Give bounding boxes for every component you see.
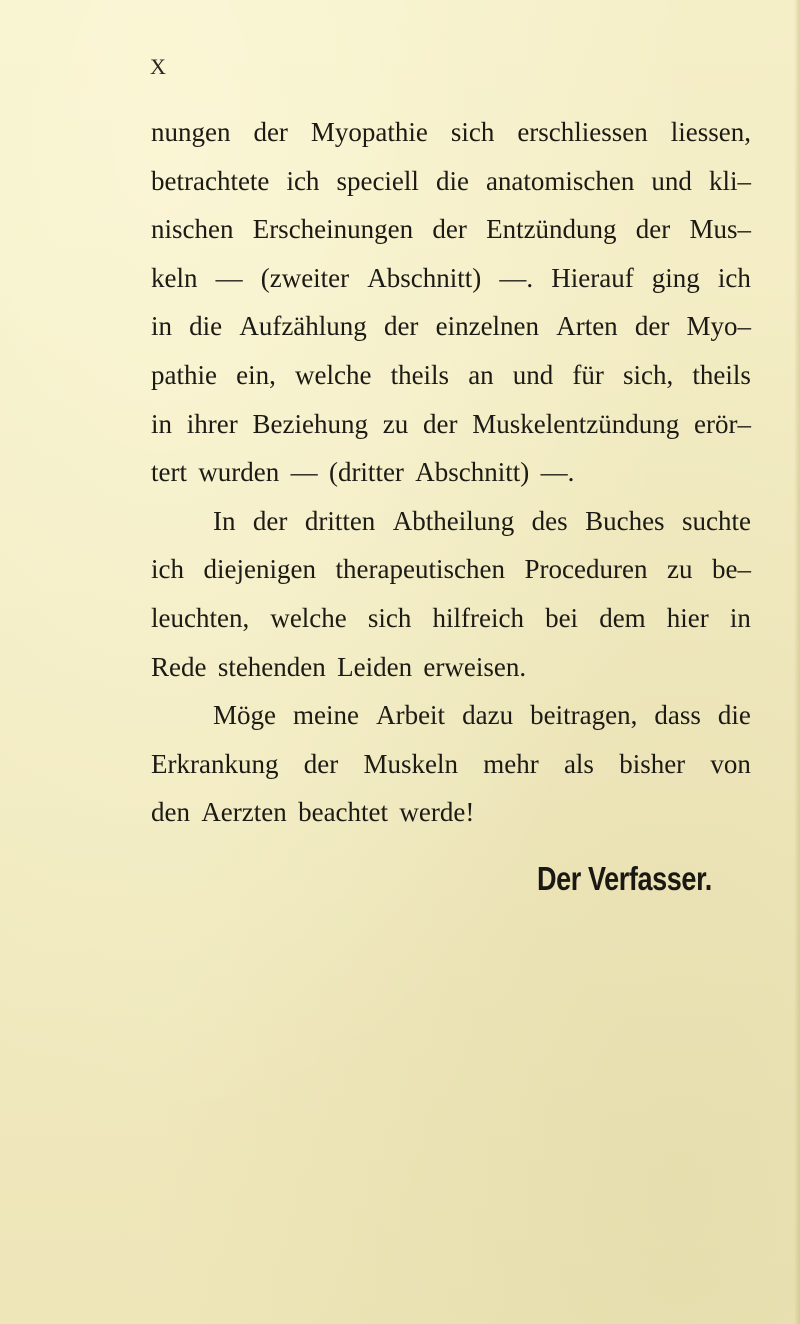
text-line (151, 108, 751, 157)
word: ein, (236, 359, 276, 390)
word: bisher (619, 748, 686, 779)
word: der (303, 748, 339, 779)
word: therapeutischen (335, 554, 505, 585)
word: mehr (483, 748, 539, 779)
word: Leiden (337, 651, 413, 682)
word: (zweiter (260, 262, 350, 293)
word: einzelnen (435, 311, 540, 342)
word: dass (654, 700, 701, 731)
text-line (151, 351, 751, 400)
word: sich (367, 602, 412, 633)
word: ich (717, 262, 751, 293)
word: den (151, 797, 190, 828)
word: Proceduren (524, 554, 648, 585)
word: in (151, 408, 173, 439)
text-line (151, 157, 751, 206)
word: erschliessen (517, 117, 648, 147)
text-line (151, 448, 751, 497)
word: für (572, 359, 604, 390)
word: —. (499, 262, 534, 293)
word: Möge (213, 700, 276, 731)
word: ich (151, 554, 184, 585)
word: ihrer (186, 408, 238, 439)
word: sich (450, 117, 495, 147)
word: zu (666, 554, 693, 585)
word: —. (540, 457, 575, 488)
word: Mus– (689, 214, 751, 245)
word: zu (382, 408, 409, 439)
word: theils (692, 359, 751, 390)
word: tert (151, 457, 187, 488)
word: Entzündung (486, 214, 617, 245)
word: Muskeln (363, 748, 458, 779)
word: erör– (694, 408, 751, 439)
word: die (435, 165, 469, 196)
page-number: X (150, 54, 167, 79)
text-line (151, 691, 751, 740)
word: Aufzählung (239, 311, 367, 342)
word: Hierauf (551, 262, 634, 293)
word: werde! (399, 797, 475, 828)
word: und (512, 359, 554, 390)
word: be– (712, 554, 751, 585)
text-line (151, 643, 751, 692)
word: Erscheinungen (252, 214, 414, 245)
word: Arten (556, 311, 618, 342)
word: Abschnitt) (415, 457, 530, 488)
text-line (151, 254, 751, 303)
word: diejenigen (203, 554, 316, 585)
word: kli– (708, 165, 751, 196)
word: Abtheilung (392, 505, 515, 536)
word: an (468, 359, 494, 390)
word: leuchten, (151, 602, 250, 633)
page-edge-shadow (794, 0, 800, 1324)
word: Aerzten (201, 797, 287, 828)
word: — (215, 262, 243, 293)
word: hier (666, 602, 709, 633)
word: der (383, 311, 419, 342)
word: betrachtete (151, 165, 270, 196)
word: theils (390, 359, 450, 390)
word: in (729, 602, 751, 633)
word: erweisen. (423, 651, 527, 682)
word: welche (294, 359, 372, 390)
word: welche (270, 602, 347, 633)
word: des (531, 505, 568, 536)
text-line (151, 400, 751, 449)
word: In (213, 505, 236, 536)
text-line (151, 740, 751, 789)
word: stehenden (217, 651, 326, 682)
word: Rede (151, 651, 207, 682)
text-line (151, 594, 751, 643)
word: der (253, 117, 288, 147)
word: als (563, 748, 594, 779)
word: der (634, 311, 670, 342)
text-line (151, 545, 751, 594)
word: ich (286, 165, 320, 196)
word: ging (651, 262, 700, 293)
word: anatomischen (485, 165, 635, 196)
word: von (710, 748, 751, 779)
word: Muskelentzündung (472, 408, 680, 439)
word: beachtet (298, 797, 389, 828)
word: nischen (151, 214, 234, 245)
word: Myo– (686, 311, 751, 342)
word: (dritter (328, 457, 404, 488)
word: hilfreich (432, 602, 524, 633)
word: Beziehung (252, 408, 368, 439)
word: Myopathie (310, 117, 428, 147)
word: die (189, 311, 223, 342)
word: die (717, 700, 751, 731)
word: meine (293, 700, 360, 731)
word: keln (151, 262, 198, 293)
word: liessen, (670, 117, 751, 147)
word: speciell (336, 165, 419, 196)
word: dritten (304, 505, 376, 536)
word: der (432, 214, 467, 245)
text-line (151, 788, 751, 837)
word: Abschnitt) (367, 262, 482, 293)
word: beitragen, (530, 700, 638, 731)
word: der (423, 408, 458, 439)
word: Erkrankung (151, 748, 279, 779)
word: pathie (151, 359, 217, 390)
text-line (151, 497, 751, 546)
word: nungen (151, 117, 231, 147)
word: dem (599, 602, 646, 633)
word: Buches (585, 505, 665, 536)
word: — (290, 457, 318, 488)
word: bei (545, 602, 579, 633)
text-line (151, 302, 751, 351)
word: der (252, 505, 288, 536)
word: wurden (198, 457, 280, 488)
author-signature: Der Verfasser. (537, 860, 712, 897)
text-line (151, 205, 751, 254)
word: suchte (681, 505, 751, 536)
word: in (151, 311, 173, 342)
word: Arbeit (376, 700, 446, 731)
word: der (635, 214, 671, 245)
word: sich, (623, 359, 674, 390)
word: dazu (462, 700, 514, 731)
word: und (651, 165, 692, 196)
body-text (151, 108, 751, 837)
